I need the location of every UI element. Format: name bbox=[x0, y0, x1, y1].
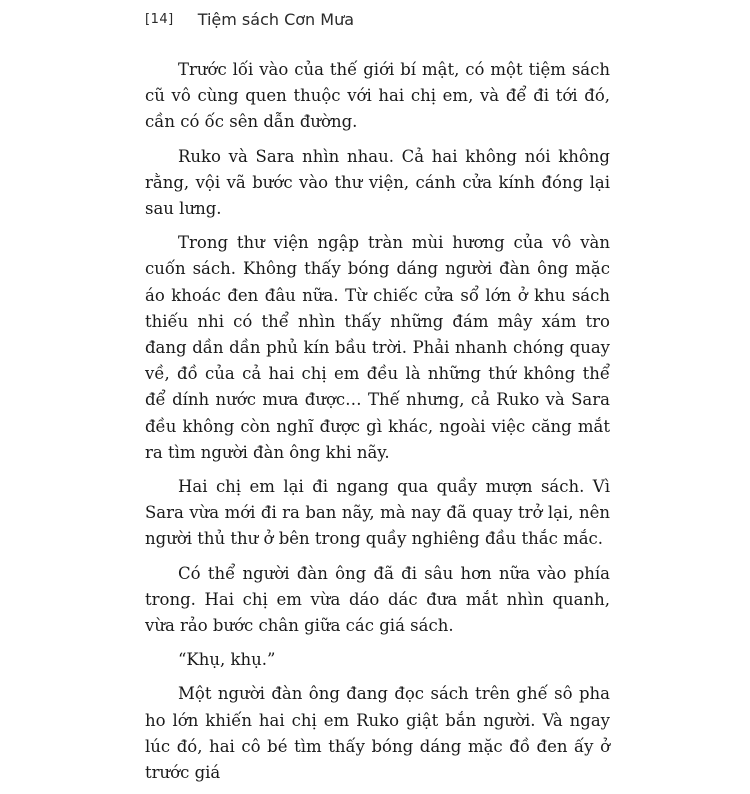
paragraph: Trong thư viện ngập tràn mùi hương của vô vàn cuốn sách. Không thấy bóng dáng người đàn ông mặc áo khoác đen đâu nữa. Từ chiếc cửa sổ lớn ở khu sách thiếu nhi có thể nhìn thấy những đám mây xám tro đang dần dần phủ kín bầu trời. Phải nhanh chóng quay về, đồ của cả hai chị em đều là những thứ không thể để dính nước mưa được… Thế nhưng, cả Ruko và Sara đều không còn nghĩ được gì khác, ngoài việc căng mắt ra tìm người đàn ông khi nãy. bbox=[145, 233, 610, 462]
paragraph: Một người đàn ông đang đọc sách trên ghế sô pha ho lớn khiến hai chị em Ruko giật bắn người. Và ngay lúc đó, hai cô bé tìm thấy bóng dáng mặc đồ đen ấy ở trước giá bbox=[145, 684, 610, 783]
paragraph: Có thể người đàn ông đã đi sâu hơn nữa vào phía trong. Hai chị em vừa dáo dác đưa mắt nhìn quanh, vừa rảo bước chân giữa các giá sách. bbox=[145, 563, 610, 636]
dialogue-line: “Khụ, khụ.” bbox=[178, 650, 276, 670]
paragraph: Trước lối vào của thế giới bí mật, có một tiệm sách cũ vô cùng quen thuộc với hai chị em, và để đi tới đó, cần có ốc sên dẫn đường. bbox=[145, 60, 610, 132]
paragraph: Hai chị em lại đi ngang qua quầy mượn sách. Vì Sara vừa mới đi ra ban nãy, mà nay đã quay trở lại, nên người thủ thư ở bên trong quầy nghiêng đầu thắc mắc. bbox=[145, 477, 610, 549]
book-title: Tiệm sách Cơn Mưa bbox=[197, 9, 355, 29]
page-body bbox=[145, 57, 610, 794]
running-header bbox=[145, 5, 354, 33]
page-number: [14] bbox=[145, 11, 174, 27]
paragraph: Ruko và Sara nhìn nhau. Cả hai không nói không rằng, vội vã bước vào thư viện, cánh cửa kính đóng lại sau lưng. bbox=[145, 146, 610, 219]
